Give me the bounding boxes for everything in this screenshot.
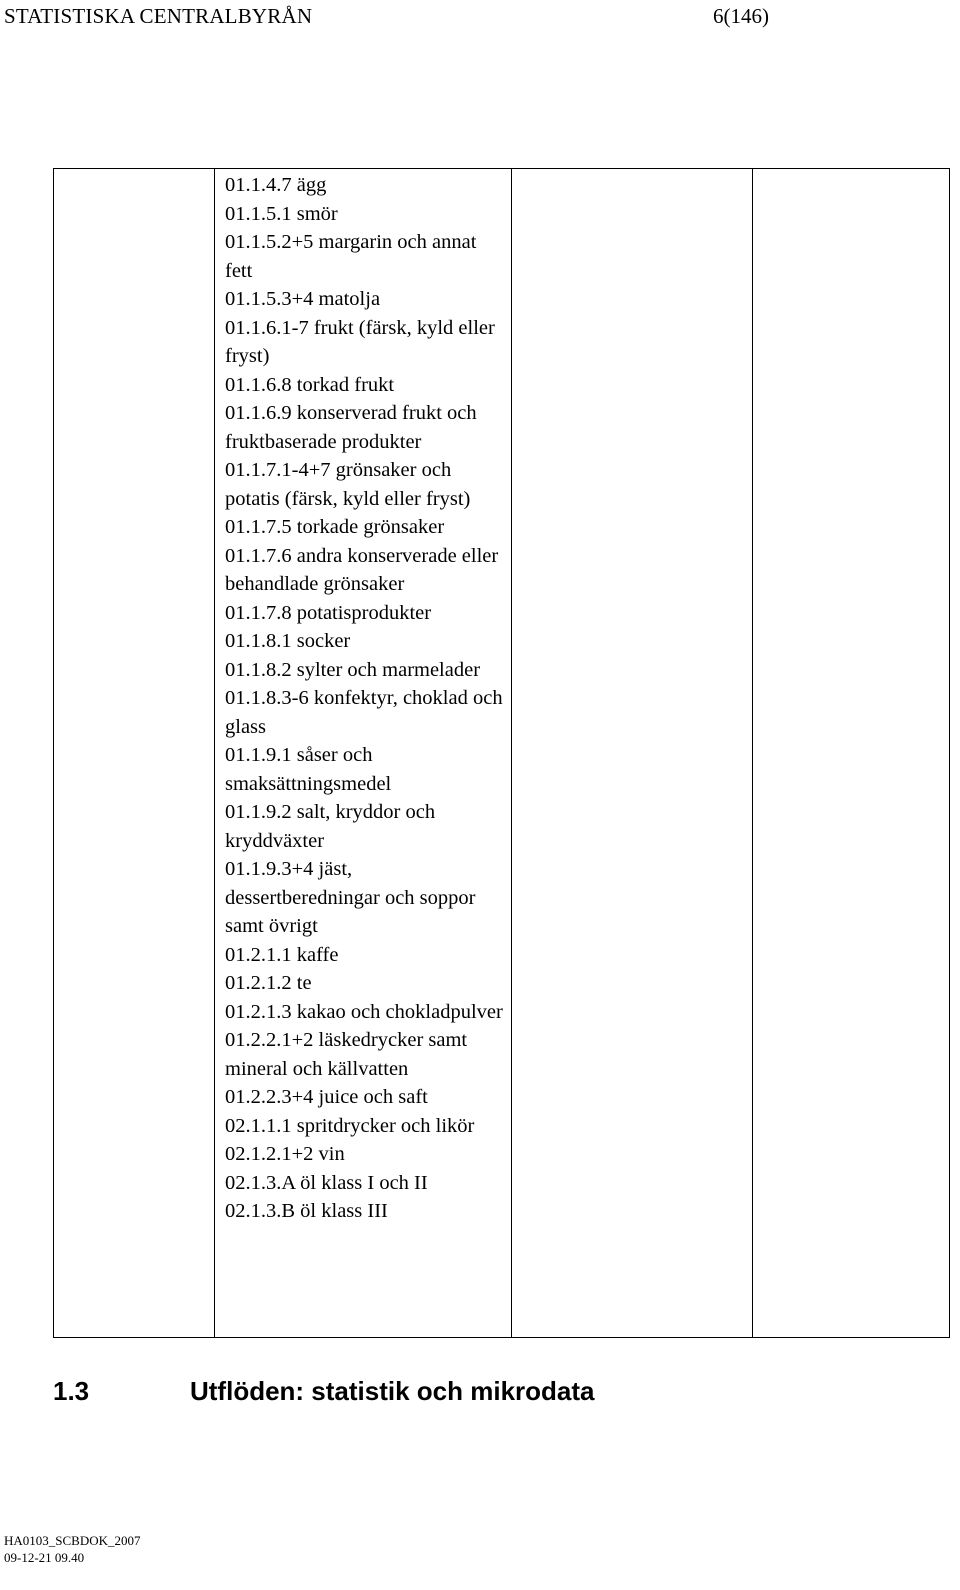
list-item: 01.2.2.1+2 läskedrycker samt mineral och källvatten xyxy=(225,1029,468,1080)
list-item: 01.1.8.1 socker xyxy=(225,630,351,652)
list-item: 01.1.8.3-6 konfektyr, choklad och glass xyxy=(225,687,503,738)
section-number: 1.3 xyxy=(53,1376,90,1406)
list-item: 01.1.7.8 potatisprodukter xyxy=(225,601,432,624)
list-item: 01.2.2.3+4 juice och saft xyxy=(225,1086,428,1108)
page-number: 6(146) xyxy=(713,4,769,28)
table-row xyxy=(54,169,950,1338)
list-item: 02.1.3.B öl klass III xyxy=(225,1200,388,1222)
list-item: 01.1.9.1 såser och smaksättningsmedel xyxy=(225,744,392,795)
list-item: 01.1.7.5 torkade grönsaker xyxy=(225,516,445,538)
list-item: 01.2.1.1 kaffe xyxy=(225,943,339,966)
list-item: 01.1.5.3+4 matolja xyxy=(225,288,381,310)
section-heading xyxy=(53,1376,595,1407)
table-cell-empty xyxy=(512,169,753,1338)
item-list xyxy=(215,169,511,1226)
list-item: 01.1.4.7 ägg xyxy=(225,174,327,196)
list-item: 01.1.5.1 smör xyxy=(225,202,338,225)
footer-doc-id: HA0103_SCBDOK_2007 xyxy=(4,1533,141,1548)
table-cell-items xyxy=(215,169,512,1338)
list-item: 01.1.7.1-4+7 grönsaker och potatis (färsk, kyld eller fryst) xyxy=(225,459,471,510)
header-organization: STATISTISKA CENTRALBYRÅN xyxy=(4,4,313,28)
table-cell-empty xyxy=(54,169,215,1338)
list-item: 01.1.7.6 andra konserverade eller behandlade grönsaker xyxy=(225,544,499,595)
footer-timestamp: 09-12-21 09.40 xyxy=(4,1550,85,1565)
list-item: 01.1.9.3+4 jäst, dessertberedningar och soppor samt övrigt xyxy=(225,858,476,937)
list-item: 02.1.1.1 spritdrycker och likör xyxy=(225,1114,475,1137)
classification-table xyxy=(53,168,950,1338)
list-item: 02.1.3.A öl klass I och II xyxy=(225,1171,428,1194)
list-item: 01.1.5.2+5 margarin och annat fett xyxy=(225,231,477,282)
list-item: 01.1.8.2 sylter och marmelader xyxy=(225,658,481,681)
list-item: 01.1.9.2 salt, kryddor och kryddväxter xyxy=(225,801,436,852)
footer xyxy=(4,1532,141,1566)
list-item: 01.2.1.3 kakao och chokladpulver xyxy=(225,1000,503,1023)
section-title: Utflöden: statistik och mikrodata xyxy=(190,1376,595,1406)
list-item: 01.2.1.2 te xyxy=(225,972,312,994)
list-item: 02.1.2.1+2 vin xyxy=(225,1143,345,1165)
list-item: 01.1.6.8 torkad frukt xyxy=(225,373,395,396)
table-cell-empty xyxy=(753,169,950,1338)
list-item: 01.1.6.9 konserverad frukt och fruktbaserade produkter xyxy=(225,402,477,453)
list-item: 01.1.6.1-7 frukt (färsk, kyld eller fryst) xyxy=(225,316,495,367)
